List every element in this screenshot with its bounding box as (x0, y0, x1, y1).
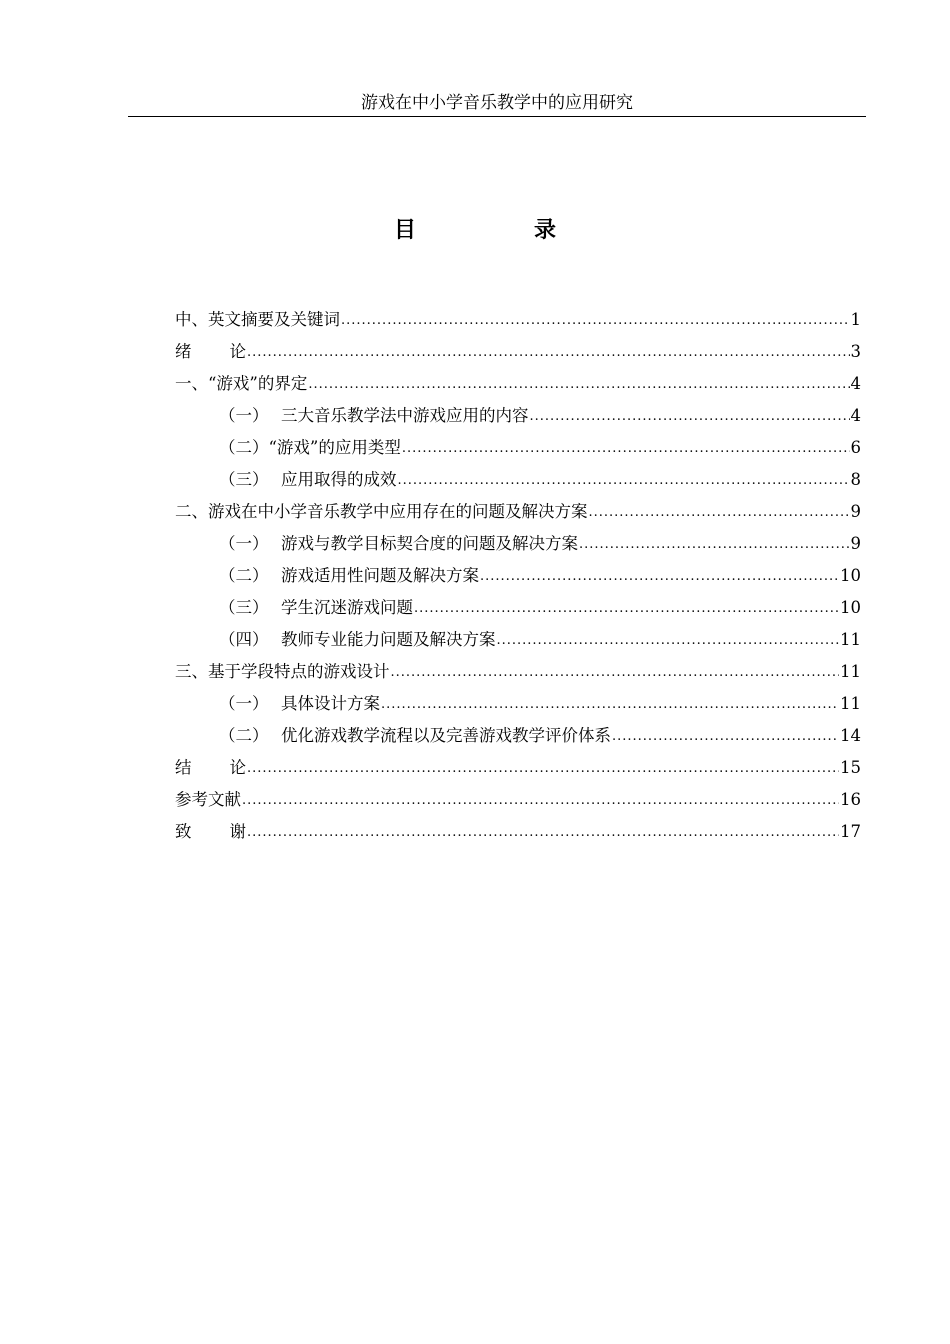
toc-entry-prefix: （一） (219, 406, 269, 425)
toc-entry-section-1-1[interactable] (175, 400, 861, 432)
toc-entry-prefix: （二） (219, 726, 269, 745)
toc-entry-section-2-4[interactable] (175, 624, 861, 656)
toc-page-number: 6 (850, 438, 861, 457)
toc-leader-dots (530, 399, 850, 433)
toc-entry-label: 应用取得的成效 (281, 470, 397, 489)
toc-leader-dots (497, 623, 840, 657)
toc-page-number: 9 (850, 534, 861, 553)
toc-leader-dots (480, 559, 839, 593)
toc-entry-prefix: （三） (219, 470, 269, 489)
toc-entry-section-2-1[interactable] (175, 528, 861, 560)
toc-leader-dots (341, 303, 850, 337)
toc-page-number: 9 (850, 502, 861, 521)
toc-entry-conclusion[interactable] (175, 752, 861, 784)
toc-leader-dots (398, 463, 850, 497)
table-of-contents (175, 304, 861, 848)
page-header (128, 90, 866, 117)
toc-entry-acknowledgements[interactable] (175, 816, 861, 848)
toc-entry-prefix: （三） (219, 598, 269, 617)
toc-entry-prefix: （四） (219, 630, 269, 649)
toc-entry-label: 绪论 (175, 342, 246, 361)
toc-entry-prefix: （二） (219, 438, 269, 457)
toc-entry-label: 具体设计方案 (281, 694, 380, 713)
toc-entry-section-1-2[interactable] (175, 432, 861, 464)
toc-leader-dots (247, 815, 839, 849)
toc-entry-label: 优化游戏教学流程以及完善游戏教学评价体系 (281, 726, 611, 745)
toc-leader-dots (579, 527, 850, 561)
toc-entry-section-3-1[interactable] (175, 688, 861, 720)
toc-page-number: 11 (840, 630, 861, 649)
toc-page-number: 11 (840, 694, 861, 713)
toc-entry-introduction[interactable] (175, 336, 861, 368)
toc-page-number: 3 (850, 342, 861, 361)
toc-leader-dots (242, 783, 839, 817)
toc-entry-label: 致谢 (175, 822, 246, 841)
toc-entry-chapter-3[interactable] (175, 656, 861, 688)
toc-page-number: 14 (840, 726, 861, 745)
toc-entry-prefix: （一） (219, 534, 269, 553)
toc-entry-label: 教师专业能力问题及解决方案 (281, 630, 496, 649)
toc-entry-label: 参考文献 (175, 790, 241, 809)
toc-entry-chapter-2[interactable] (175, 496, 861, 528)
toc-leader-dots (247, 751, 839, 785)
toc-entry-label: 中、英文摘要及关键词 (175, 310, 340, 329)
toc-entry-label: 二、游戏在中小学音乐教学中应用存在的问题及解决方案 (175, 502, 588, 521)
toc-entry-section-1-3[interactable] (175, 464, 861, 496)
toc-entry-references[interactable] (175, 784, 861, 816)
toc-leader-dots (381, 687, 839, 721)
toc-leader-dots (308, 367, 849, 401)
toc-entry-label: “游戏”的应用类型 (268, 438, 401, 457)
toc-leader-dots (612, 719, 839, 753)
toc-entry-abstract[interactable] (175, 304, 861, 336)
toc-page-number: 10 (840, 598, 861, 617)
toc-entry-prefix: （二） (219, 566, 269, 585)
toc-entry-label: 游戏适用性问题及解决方案 (281, 566, 479, 585)
toc-page-number: 10 (840, 566, 861, 585)
toc-leader-dots (414, 591, 839, 625)
toc-leader-dots (589, 495, 850, 529)
header-title: 游戏在中小学音乐教学中的应用研究 (361, 93, 633, 113)
toc-entry-section-3-2[interactable] (175, 720, 861, 752)
toc-entry-section-2-2[interactable] (175, 560, 861, 592)
toc-page-number: 4 (850, 374, 861, 393)
toc-entry-label: 游戏与教学目标契合度的问题及解决方案 (281, 534, 578, 553)
toc-entry-section-2-3[interactable] (175, 592, 861, 624)
toc-leader-dots (247, 335, 850, 369)
toc-entry-prefix: （一） (219, 694, 269, 713)
toc-page-number: 16 (840, 790, 861, 809)
toc-page-number: 15 (840, 758, 861, 777)
toc-entry-label: 三、基于学段特点的游戏设计 (175, 662, 390, 681)
toc-entry-label: 一、“游戏”的界定 (175, 374, 308, 393)
toc-page-number: 8 (850, 470, 861, 489)
toc-entry-chapter-1[interactable] (175, 368, 861, 400)
toc-page-number: 1 (850, 310, 861, 329)
toc-entry-label: 学生沉迷游戏问题 (281, 598, 413, 617)
toc-page-number: 17 (840, 822, 861, 841)
toc-entry-label: 结论 (175, 758, 246, 777)
toc-entry-label: 三大音乐教学法中游戏应用的内容 (281, 406, 529, 425)
toc-page-number: 11 (840, 662, 861, 681)
toc-page-number: 4 (850, 406, 861, 425)
toc-leader-dots (391, 655, 840, 689)
toc-title: 目 录 (393, 217, 604, 243)
toc-leader-dots (402, 431, 850, 465)
